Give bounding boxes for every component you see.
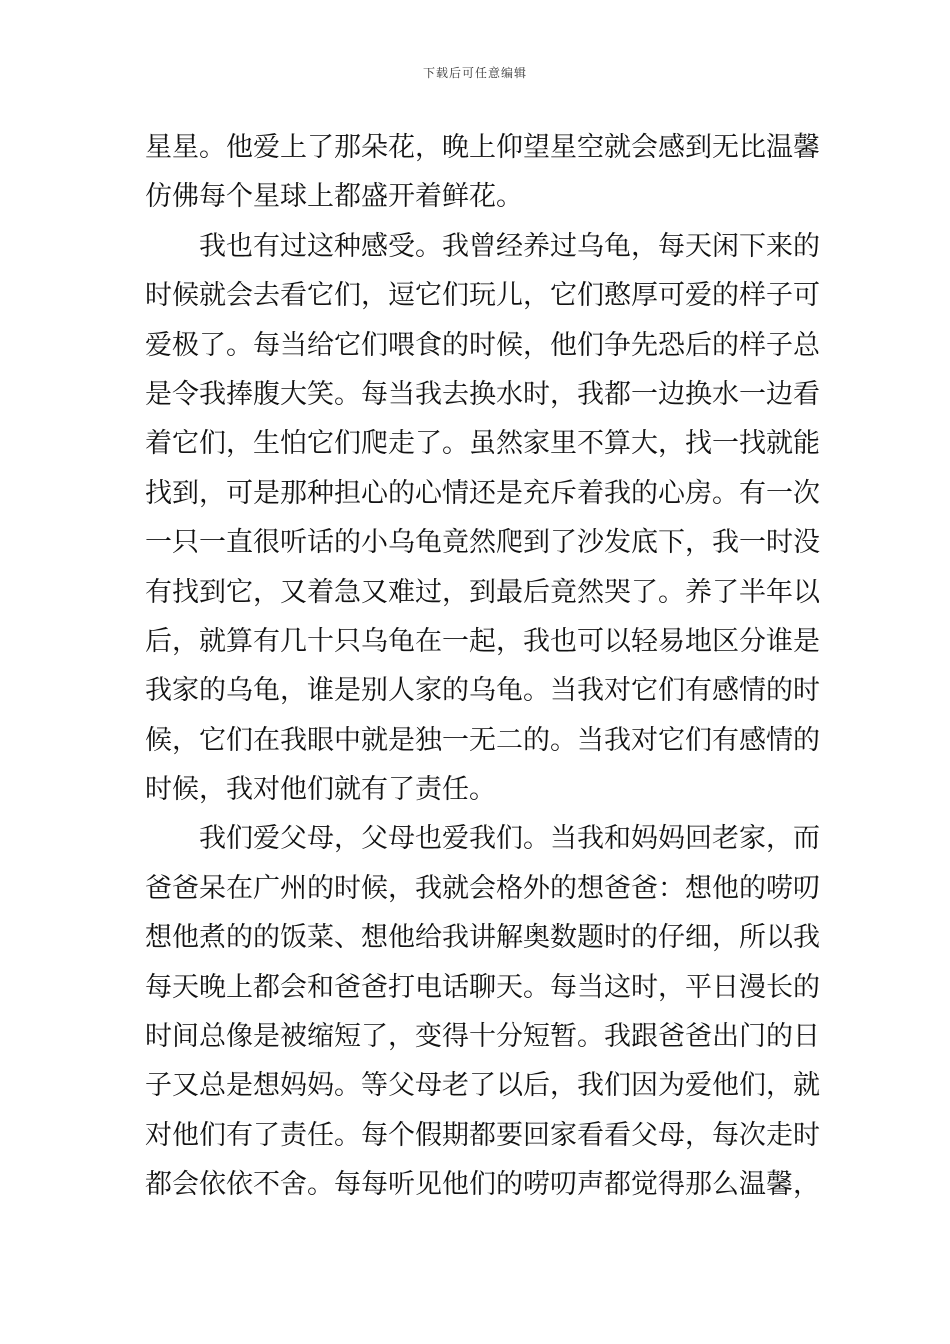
text-line: 是令我捧腹大笑。每当我去换水时，我都一边换水一边看 bbox=[145, 378, 820, 410]
text-line: 爱极了。每当给它们喂食的时候，他们争先恐后的样子总 bbox=[145, 329, 820, 361]
text-line: 星星。他爱上了那朵花，晚上仰望星空就会感到无比温馨 bbox=[145, 132, 820, 163]
text-line: 有找到它，又着急又难过，到最后竟然哭了。养了半年以 bbox=[145, 576, 820, 608]
text-line: 我家的乌龟，谁是别人家的乌龟。当我对它们有感情的时 bbox=[145, 675, 820, 707]
text-line: 仿佛每个星球上都盛开着鲜花。 bbox=[145, 181, 523, 213]
document-body bbox=[145, 123, 820, 1210]
text-line: 候，它们在我眼中就是独一无二的。当我对它们有感情的 bbox=[145, 724, 820, 756]
text-line: 想他煮的的饭菜、想他给我讲解奥数题时的仔细，所以我 bbox=[145, 922, 820, 954]
text-line: 爸爸呆在广州的时候，我就会格外的想爸爸：想他的唠叨 bbox=[145, 872, 820, 904]
text-line: 对他们有了责任。每个假期都要回家看看父母，每次走时 bbox=[145, 1119, 820, 1151]
text-line: 找到，可是那种担心的心情还是充斥着我的心房。有一次 bbox=[145, 477, 820, 509]
text-line: 着它们，生怕它们爬走了。虽然家里不算大，找一找就能 bbox=[145, 428, 820, 460]
text-line: 一只一直很听话的小乌龟竟然爬到了沙发底下，我一时没 bbox=[145, 527, 820, 559]
text-line: 每天晚上都会和爸爸打电话聊天。每当这时，平日漫长的 bbox=[145, 971, 820, 1003]
text-line: 时间总像是被缩短了，变得十分短暂。我跟爸爸出门的日 bbox=[145, 1021, 820, 1053]
text-line: 我也有过这种感受。我曾经养过乌龟，每天闲下来的 bbox=[199, 230, 820, 262]
text-line: 时候，我对他们就有了责任。 bbox=[145, 774, 496, 806]
text-line: 后，就算有几十只乌龟在一起，我也可以轻易地区分谁是 bbox=[145, 625, 820, 657]
text-line: 我们爱父母，父母也爱我们。当我和妈妈回老家，而 bbox=[199, 823, 820, 855]
text-line: 时候就会去看它们，逗它们玩儿，它们憨厚可爱的样子可 bbox=[145, 280, 820, 312]
header-note: 下载后可任意编辑 bbox=[422, 66, 527, 80]
text-line: 都会依依不舍。每每听见他们的唠叨声都觉得那么温馨， bbox=[145, 1169, 820, 1201]
text-line: 子又总是想妈妈。等父母老了以后，我们因为爱他们，就 bbox=[145, 1070, 820, 1102]
